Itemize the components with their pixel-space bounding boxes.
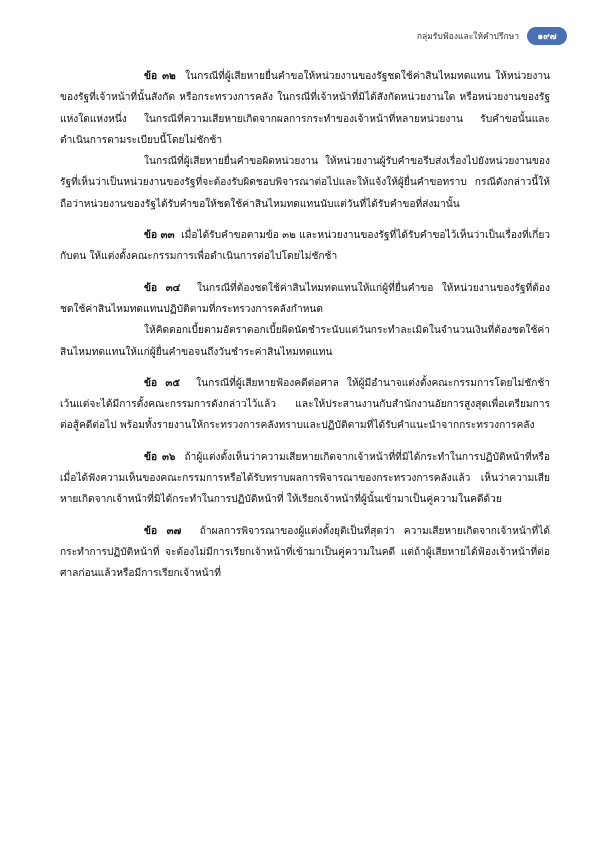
paragraph-text: ในกรณีที่ต้องชดใช้ค่าสินไหมทดแทนให้แก่ผู้ที่ยื่นคำขอ ให้หน่วยงานของรัฐที่ต้องชดใช้ค่าสินไหมทดแทนปฏิบัติตามที่กระทรวงการคลังกำหนด (60, 282, 550, 315)
paragraph-text: ในกรณีที่ผู้เสียหายยื่นคำขอให้หน่วยงานของรัฐชดใช้ค่าสินไหมทดแทน ให้หน่วยงานของรัฐที่เจ้าหน้าที่นั้นสังกัด หรือกระทรวงการคลัง ในกรณีที่เจ้าหน้าที่มิได้สังกัดหน่วยงานใด หรือหน่วยงานของรัฐแห่งใดแห่งหนึ่ง ในกรณีที่ความเสียหายเกิดจากผลการกระทำของเจ้าหน้าที่หลายหน่วยงาน รับคำขอนั้นและดำเนินการตามระเบียบนี้โดยไม่ชักช้า (60, 71, 551, 146)
section-32-paragraph-1 (60, 66, 550, 151)
paragraph-text: ให้คิดดอกเบี้ยตามอัตราดอกเบี้ยผิดนัดชำระนับแต่วันกระทำละเมิดในจำนวนเงินที่ต้องชดใช้ค่าสินไหมทดแทนให้แก่ผู้ยื่นคำขอจนถึงวันชำระค่าสินไหมทดแทน (60, 325, 550, 358)
paragraph-text: ถ้าผลการพิจารณาของผู้แต่งตั้งยุติเป็นที่สุดว่า ความเสียหายเกิดจากเจ้าหน้าที่ได้กระทำการปฏิบัติหน้าที่ จะต้องไม่มีการเรียกเจ้าหน้าที่เข้ามาเป็นคู่ความในคดี แต่ถ้าผู้เสียหายได้ฟ้องเจ้าหน้าที่ต่อศาลก่อนแล้วหรือมีการเรียกเจ้าหน้าที่ (60, 525, 550, 580)
section-label: ข้อ ๓๖ (144, 451, 176, 463)
paragraph-text: เมื่อได้รับคำขอตามข้อ ๓๒ และหน่วยงานของรัฐที่ได้รับคำขอไว้เห็นว่าเป็นเรื่องที่เกี่ยวกับตน ให้แต่งตั้งคณะกรรมการเพื่อดำเนินการต่อไปโดยไม่ชักช้า (60, 230, 551, 263)
section-34-paragraph-1 (60, 278, 550, 321)
page-header (417, 26, 567, 46)
paragraph-text: ในกรณีที่ผู้เสียหายยื่นคำขอผิดหน่วยงาน ให้หน่วยงานผู้รับคำขอรีบส่งเรื่องไปยังหน่วยงานของรัฐที่เห็นว่าเป็นหน่วยงานของรัฐที่จะต้องรับผิดชอบพิจารณาต่อไปและให้แจ้งให้ผู้ยื่นคำขอทราบ กรณีดังกล่าวนี้ให้ถือว่าหน่วยงานของรัฐได้รับคำขอให้ชดใช้ค่าสินไหมทดแทนนับแต่วันที่ได้รับคำขอที่ส่งมานั้น (60, 156, 550, 210)
section-35-paragraph-1 (60, 373, 550, 437)
section-label: ข้อ ๓๓ (144, 230, 175, 242)
paragraph-text: ถ้าผู้แต่งตั้งเห็นว่าความเสียหายเกิดจากเจ้าหน้าที่ที่มิได้กระทำในการปฏิบัติหน้าที่หรือเมื่อได้ฟังความเห็นของคณะกรรมการหรือได้รับทราบผลการพิจารณาของกระทรวงการคลังแล้ว เห็นว่าความเสียหายเกิดจากเจ้าหน้าที่มิได้กระทำในการปฏิบัติหน้าที่ ให้เรียกเจ้าหน้าที่ผู้นั้นเข้ามาเป็นคู่ความในคดีด้วย (60, 451, 551, 506)
section-label: ข้อ ๓๗ (144, 525, 182, 537)
section-32-paragraph-2 (60, 151, 550, 215)
section-36-paragraph-1 (60, 447, 550, 511)
paragraph-text: ในกรณีที่ผู้เสียหายฟ้องคดีต่อศาล ให้ผู้มีอำนาจแต่งตั้งคณะกรรมการโดยไม่ชักช้า เว้นแต่จะได้มีการตั้งคณะกรรมการดังกล่าวไว้แล้ว และให้ประสานงานกับสำนักงานอัยการสูงสุดเพื่อเตรียมการต่อสู้คดีต่อไป พร้อมทั้งรายงานให้กระทรวงการคลังทราบและปฏิบัติตามที่ได้รับคำแนะนำจากกระทรวงการคลัง (60, 377, 550, 432)
section-label: ข้อ ๓๒ (144, 71, 176, 82)
page-number-badge: ๑๙๗ (527, 27, 567, 45)
section-34-paragraph-2 (60, 320, 550, 363)
document-body (60, 66, 550, 585)
section-label: ข้อ ๓๕ (144, 377, 181, 389)
section-37-paragraph-1 (60, 521, 550, 585)
section-33-paragraph-1 (60, 225, 550, 268)
section-label: ข้อ ๓๔ (144, 282, 181, 294)
header-title: กลุ่มรับฟ้องและให้คำปรึกษา (416, 32, 519, 42)
